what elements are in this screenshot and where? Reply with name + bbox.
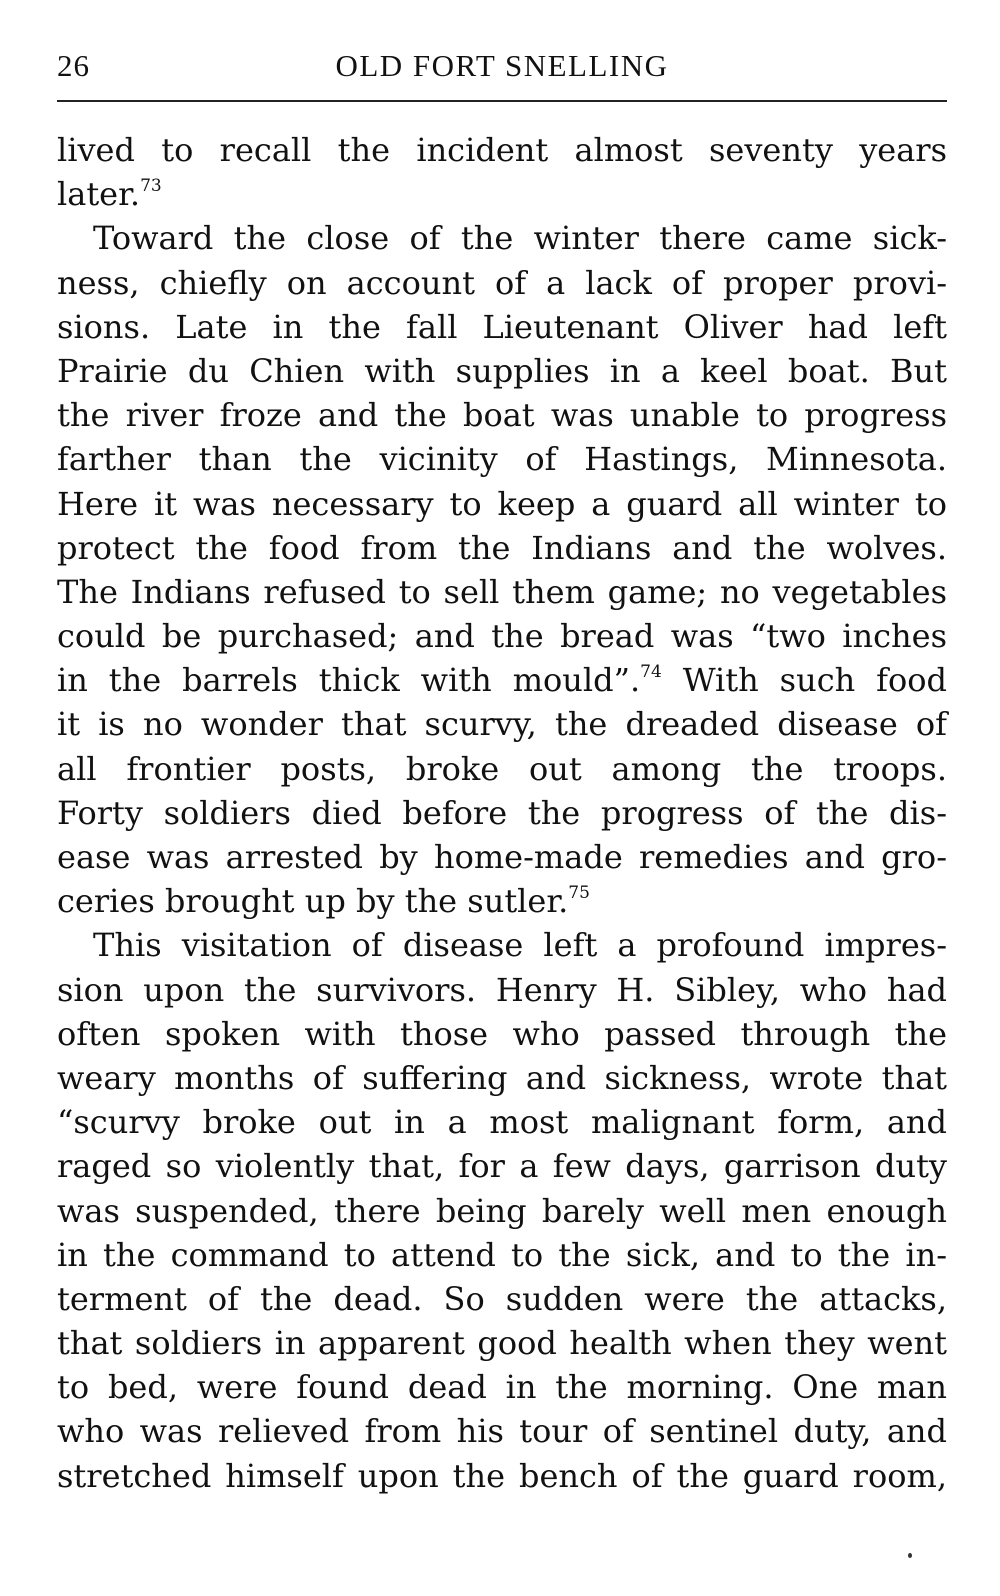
text-line: stretched himself upon the bench of the guard room,: [57, 1456, 947, 1495]
text-line: ceries brought up by the sutler.$^{75}$: [57, 882, 590, 921]
text-line: to bed, were found dead in the morning. One man: [57, 1368, 947, 1407]
text-line: “scurvy broke out in a most malignant form, and: [57, 1103, 947, 1142]
running-title: OLD FORT SNELLING: [335, 48, 669, 83]
text-line: all frontier posts, broke out among the troops.: [57, 749, 947, 788]
text-line: ease was arrested by home-made remedies and gro-: [57, 838, 947, 876]
footnote-ref: 73: [140, 176, 162, 197]
text-line: Toward the close of the winter there came sick-: [93, 219, 947, 258]
text-line: was suspended, there being barely well men enough: [57, 1191, 947, 1230]
text-line: could be purchased; and the bread was “two inches: [57, 617, 947, 656]
text-line: sion upon the survivors. Henry H. Sibley, who had: [57, 970, 947, 1009]
text-line: sions. Late in the fall Lieutenant Oliver had left: [57, 307, 947, 346]
text-line: it is no wonder that scurvy, the dreaded disease of: [57, 705, 947, 744]
text-line: in the barrels thick with mould”.$^{74}$ With such food: [57, 661, 948, 700]
text-line: who was relieved from his tour of sentinel duty, and: [57, 1412, 947, 1451]
body-text: [57, 128, 947, 1498]
text-line: that soldiers in apparent good health when they went: [57, 1324, 947, 1363]
text-line: often spoken with those who passed through the: [57, 1014, 947, 1053]
text-line: Forty soldiers died before the progress of the dis-: [57, 793, 947, 832]
text-line: This visitation of disease left a profound impres-: [93, 926, 947, 965]
text-line: later.$^{73}$: [57, 175, 162, 214]
text-line: terment of the dead. So sudden were the attacks,: [57, 1279, 947, 1318]
page-number: 26: [57, 48, 90, 83]
text-line: Prairie du Chien with supplies in a keel boat. But: [57, 351, 947, 390]
text-line: Here it was necessary to keep a guard all winter to: [57, 484, 947, 523]
text-line: the river froze and the boat was unable to progress: [57, 396, 947, 435]
ink-speck: [908, 1553, 912, 1558]
text-line: The Indians refused to sell them game; no vegetables: [57, 572, 947, 611]
running-head: [57, 48, 947, 88]
text-line: weary months of suffering and sickness, wrote that: [57, 1058, 947, 1097]
text-line: protect the food from the Indians and the wolves.: [57, 528, 947, 567]
text-line: ness, chiefly on account of a lack of proper provi-: [57, 263, 947, 302]
footnote-ref: 74: [640, 662, 662, 683]
text-line: farther than the vicinity of Hastings, Minnesota.: [57, 440, 947, 479]
text-line: in the command to attend to the sick, and to the in-: [57, 1235, 947, 1274]
text-line: lived to recall the incident almost seventy years: [57, 131, 947, 169]
text-line: raged so violently that, for a few days, garrison duty: [57, 1147, 947, 1186]
footnote-ref: 75: [568, 883, 590, 904]
header-rule: [57, 100, 947, 102]
